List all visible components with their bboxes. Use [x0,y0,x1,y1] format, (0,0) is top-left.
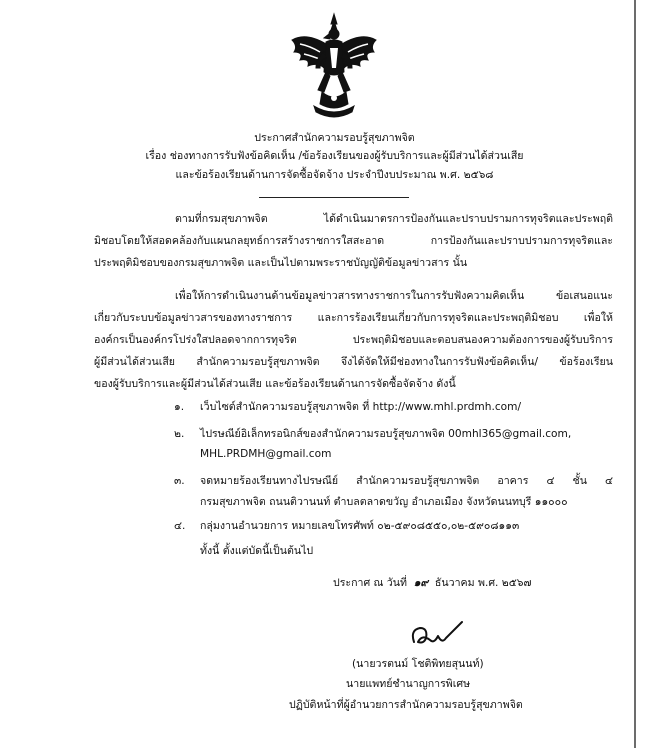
title-divider [259,197,409,198]
announce-date [333,574,531,592]
subject-line-1: เรื่อง ช่องทางการรับฟังข้อคิดเห็น /ข้อร้องเรียนของผู้รับบริการและผู้มีส่วนได้ส่วนเสีย [145,150,524,162]
signatory-position: นายแพทย์ชำนาญการพิเศษ [346,678,471,690]
channel-1-number: ๑. [174,401,185,413]
date-month-year: ธันวาคม พ.ศ. ๒๕๖๗ [434,577,532,589]
date-day: ๑๙ [413,577,429,589]
scan-edge-line [634,0,636,748]
date-prefix: ประกาศ ณ วันที่ [333,577,407,589]
para2-line4: ผู้มีส่วนได้ส่วนเสีย สำนักความรอบรู้สุขภาพจิต จึงได้จัดให้มีช่องทางในการรับฟังข้อคิดเห็น/ ข้อร้องเรียน [94,356,613,368]
para1-line1: ตามที่กรมสุขภาพจิต ได้ดำเนินมาตรการป้องกันและปราบปรามการทุจริตและประพฤติ [175,213,613,225]
para1-line2: มิชอบโดยให้สอดคล้องกับแผนกลยุทธ์การสร้างราชการใสสะอาด การป้องกันและปราบปรามการทุจริตและ [94,235,613,247]
para2-line1: เพื่อให้การดำเนินงานด้านข้อมูลข่าวสารทางราชการในการรับฟังความคิดเห็น ข้อเสนอแนะ [175,290,613,302]
para2-line5: ของผู้รับบริการและผู้มีส่วนได้ส่วนเสีย และข้อร้องเรียนด้านการจัดซื้อจัดจ้าง ดังนี้ [94,378,456,390]
channel-3-text-line2: กรมสุขภาพจิต ถนนติวานนท์ ตำบลตลาดขวัญ อำเภอเมือง จังหวัดนนทบุรี ๑๑๐๐๐ [200,496,568,508]
announcement-title: ประกาศสำนักความรอบรู้สุขภาพจิต [254,132,415,144]
para1-line3: ประพฤติมิชอบของกรมสุขภาพจิต และเป็นไปตามพระราชบัญญัติข้อมูลข่าวสาร นั้น [94,257,468,269]
channel-2-text-line1: ไปรษณีย์อิเล็กทรอนิกส์ของสำนักความรอบรู้สุขภาพจิต 00mhl365@gmail.com, [200,428,572,440]
signatory-acting: ปฏิบัติหน้าที่ผู้อำนวยการสำนักความรอบรู้สุขภาพจิต [289,699,523,711]
channel-3-text-line1: จดหมายร้องเรียนทางไปรษณีย์ สำนักความรอบรู้สุขภาพจิต อาคาร ๔ ชั้น ๔ [200,475,613,487]
para2-line3: องค์กรเป็นองค์กรโปร่งใสปลอดจากการทุจริต ประพฤติมิชอบและตอบสนองความต้องการของผู้รับบริการ [94,334,613,346]
channel-2-number: ๒. [174,428,185,440]
channel-2-text-line2: MHL.PRDMH@gmail.com [200,448,332,460]
garuda-emblem-icon [286,12,382,122]
effective-statement: ทั้งนี้ ตั้งแต่บัดนี้เป็นต้นไป [200,545,314,557]
subject-line-2: และข้อร้องเรียนด้านการจัดซื้อจัดจ้าง ประจำปีงบประมาณ พ.ศ. ๒๕๖๘ [175,169,494,181]
channel-4-text: กลุ่มงานอำนวยการ หมายเลขโทรศัพท์ ๐๒-๕๙๐๘๕๕๐,๐๒-๕๙๐๘๑๑๓ [200,520,520,532]
para2-line2: เกี่ยวกับระบบข้อมูลข่าวสารของทางราชการ และการร้องเรียนเกี่ยวกับการทุจริตและประพฤติมิชอบ เพื่อให้ [94,312,613,324]
handwritten-signature [408,618,466,650]
channel-1-text: เว็บไซต์สำนักความรอบรู้สุขภาพจิต ที่ http://www.mhl.prdmh.com/ [200,401,522,413]
signatory-name: (นายวรตนม์ โชติพิทยสุนนท์) [352,658,484,670]
channel-3-number: ๓. [174,475,185,487]
channel-4-number: ๔. [174,520,186,532]
